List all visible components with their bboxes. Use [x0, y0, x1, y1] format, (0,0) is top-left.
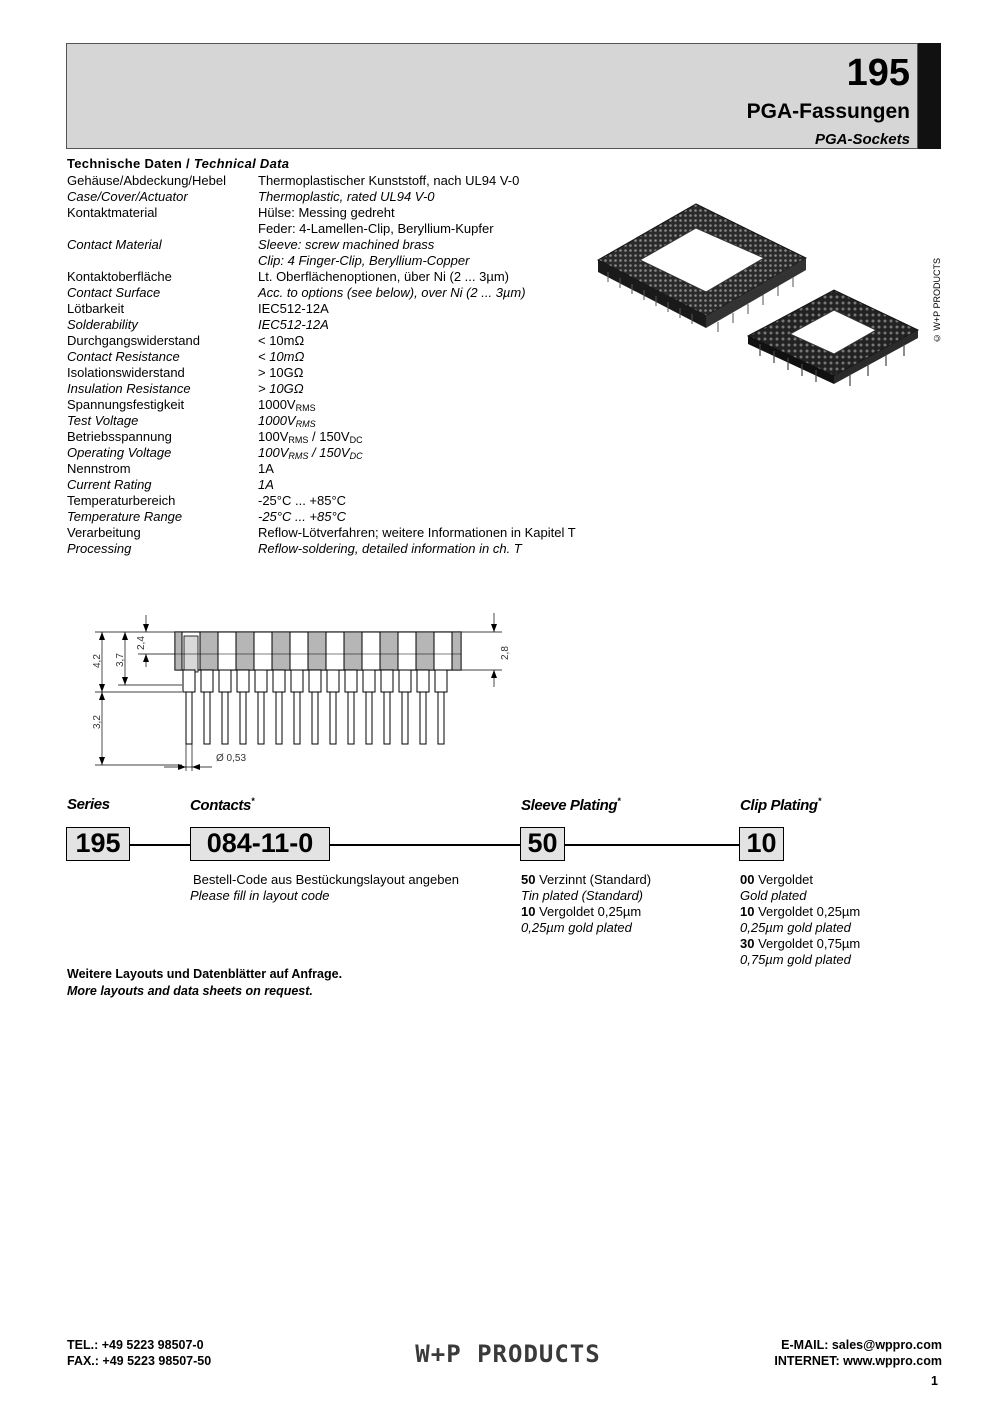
dimension-2-4: 2,4	[136, 636, 147, 650]
sleeve-option-english: 0,25µm gold plated	[521, 920, 632, 935]
small-socket	[748, 290, 918, 386]
clip-option: 10 Vergoldet 0,25µm	[740, 904, 861, 919]
contacts-note-english: Please fill in layout code	[190, 888, 330, 903]
sleeve-option-english: Tin plated (Standard)	[521, 888, 644, 903]
series-number: 195	[846, 52, 910, 94]
footer-fax: FAX.: +49 5223 98507-50	[67, 1354, 212, 1368]
order-label-series: Series	[67, 796, 110, 813]
dimension-2-8: 2,8	[500, 646, 511, 660]
order-connector-line	[130, 844, 190, 846]
order-box-series: 195	[66, 827, 130, 861]
header-panel	[66, 43, 918, 149]
wp-products-logo	[408, 1337, 608, 1369]
order-box-sleeve-plating: 50	[520, 827, 565, 861]
technical-data-heading-de: Technische Daten /	[67, 156, 194, 171]
title-english: PGA-Sockets	[814, 131, 910, 148]
sleeve-option: 50 Verzinnt (Standard)	[521, 872, 652, 887]
header-side-bar	[918, 43, 941, 149]
clip-option-english: Gold plated	[740, 888, 807, 903]
dimension-4-2: 4,2	[92, 654, 103, 668]
copyright-note: © W+P PRODUCTS	[932, 258, 942, 344]
dimension-3-7: 3,7	[115, 653, 126, 667]
footer-telephone: TEL.: +49 5223 98507-0	[67, 1338, 204, 1352]
title-german: PGA-Fassungen	[746, 100, 910, 123]
large-socket	[598, 204, 806, 332]
further-layouts-english: More layouts and data sheets on request.	[67, 984, 313, 998]
order-label-sleeve-plating: Sleeve Plating*	[521, 796, 621, 814]
footer-internet: INTERNET: www.wppro.com	[774, 1354, 942, 1368]
order-box-contacts: 084-11-0	[190, 827, 330, 861]
clip-option-english: 0,25µm gold plated	[740, 920, 851, 935]
order-label-contacts: Contacts*	[190, 796, 255, 814]
socket-body	[175, 632, 461, 672]
svg-text:W+P PRODUCTS: W+P PRODUCTS	[415, 1340, 601, 1368]
technical-data-heading	[67, 156, 289, 171]
pga-socket-photo	[588, 198, 928, 388]
clip-option: 30 Vergoldet 0,75µm	[740, 936, 861, 951]
footer-email: E-MAIL: sales@wppro.com	[781, 1338, 942, 1352]
technical-data-heading-en: Technical Data	[193, 156, 290, 171]
page-number: 1	[931, 1374, 938, 1388]
contact-pins	[183, 670, 447, 744]
further-layouts-german: Weitere Layouts und Datenblätter auf Anfrage.	[67, 967, 343, 981]
clip-option-english: 0,75µm gold plated	[740, 952, 851, 967]
clip-option: 00 Vergoldet	[740, 872, 814, 887]
contacts-note-german: Bestell-Code aus Bestückungslayout angeben	[193, 872, 459, 887]
order-box-clip-plating: 10	[739, 827, 784, 861]
sleeve-option: 10 Vergoldet 0,25µm	[521, 904, 642, 919]
dimension-3-2: 3,2	[92, 715, 103, 729]
dimension-diameter: Ø 0,53	[216, 753, 247, 764]
order-connector-line	[330, 844, 520, 846]
socket-cross-section-drawing	[92, 605, 522, 780]
order-label-clip-plating: Clip Plating*	[740, 796, 821, 814]
order-connector-line	[565, 844, 739, 846]
